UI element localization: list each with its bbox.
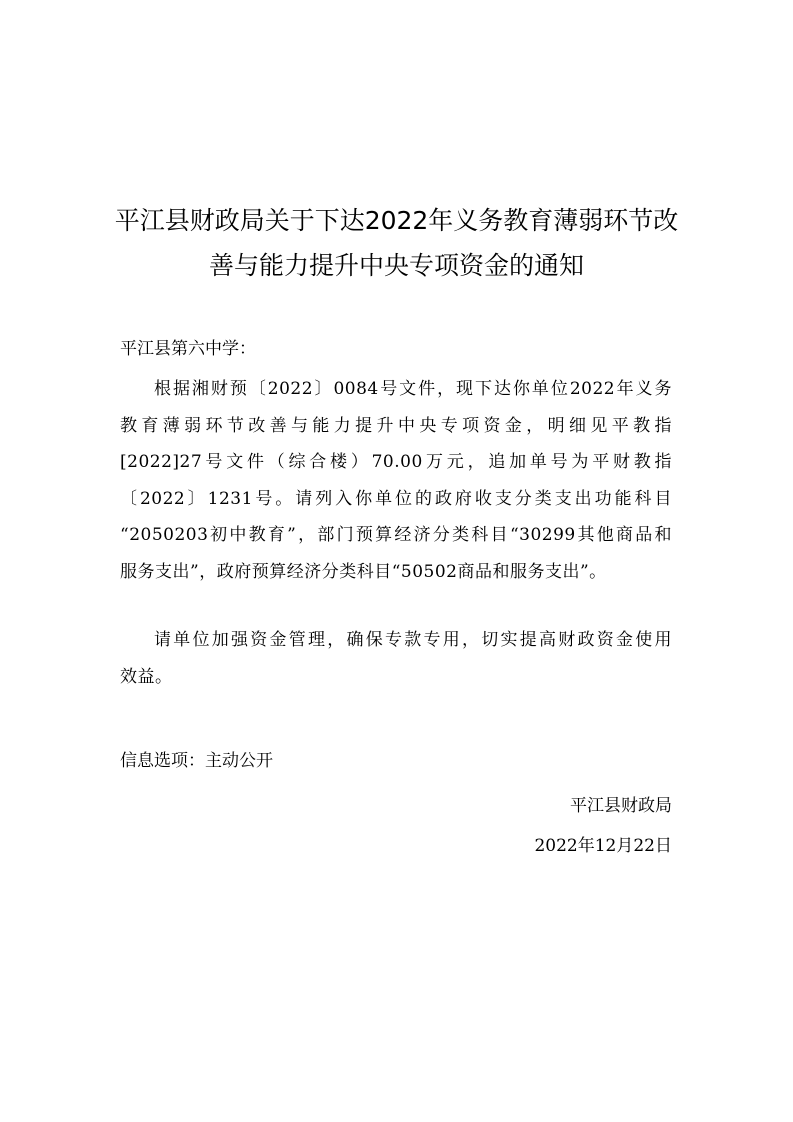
paragraph2-line-2: 效益。	[120, 666, 173, 687]
paragraph1-line-4: 〔2022〕1231号。请列入你单位的政府收支分类支出功能科目	[120, 488, 672, 509]
paragraph1-line-3: [2022]27号文件（综合楼）70.00万元，追加单号为平财教指	[120, 452, 672, 472]
signature-date: 2022年12月22日	[534, 836, 672, 856]
title-line-1: 平江县财政局关于下达2022年义务教育薄弱环节改	[114, 206, 679, 235]
paragraph1-line-5: “2050203初中教育”，部门预算经济分类科目“30299其他商品和	[120, 525, 672, 545]
document-title	[100, 198, 693, 288]
paragraph2-line-1: 请单位加强资金管理，确保专款专用，切实提高财政资金使用	[154, 630, 672, 650]
title-line-2: 善与能力提升中央专项资金的通知	[208, 251, 584, 280]
paragraph1-line-2: 教育薄弱环节改善与能力提升中央专项资金，明细见平教指	[120, 415, 672, 436]
signature-organization: 平江县财政局	[570, 796, 672, 816]
paragraph1-line-6: 服务支出”，政府预算经济分类科目“50502商品和服务支出”。	[120, 561, 607, 582]
paragraph1-line-1: 根据湘财预〔2022〕0084号文件，现下达你单位2022年义务	[154, 379, 672, 399]
body-paragraph-2	[120, 622, 672, 695]
body-paragraph-1	[120, 371, 672, 590]
salutation: 平江县第六中学：	[120, 339, 256, 359]
info-option: 信息选项：主动公开	[120, 751, 273, 771]
